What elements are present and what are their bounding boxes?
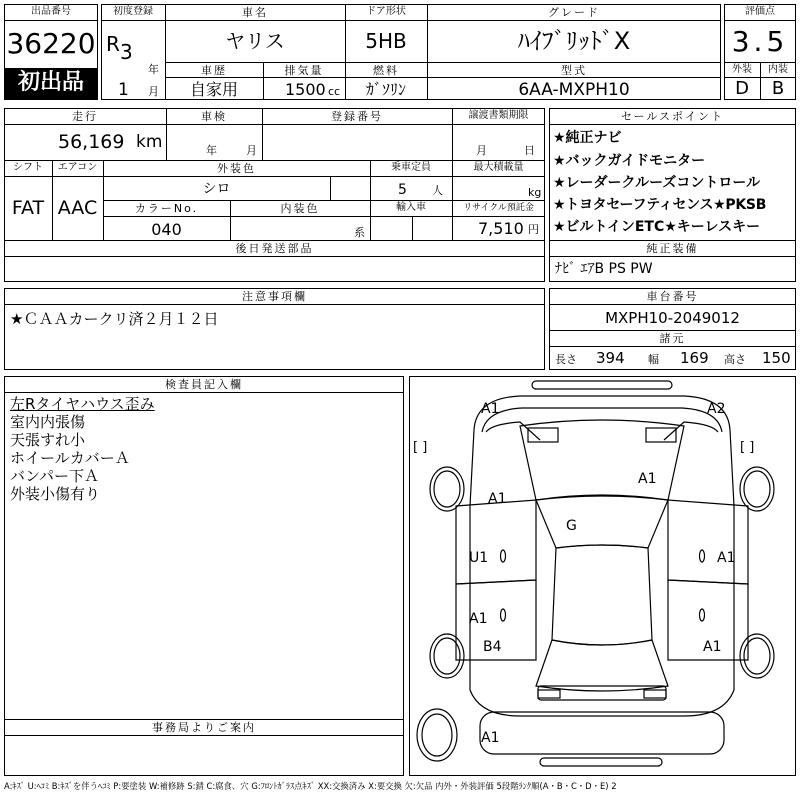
recycle: 7,510 — [478, 219, 524, 238]
mileage: 56,169 — [58, 131, 125, 153]
capacity-label: 乗車定員 — [391, 162, 431, 173]
office-label: 事務局よりご案内 — [152, 721, 256, 734]
door: 5HB — [365, 29, 407, 53]
model: 6AA-MXPH10 — [518, 80, 630, 100]
transfer-label: 譲渡書類期限 — [468, 110, 529, 121]
interior-label: 内装 — [768, 64, 788, 75]
length: 394 — [596, 349, 625, 367]
length-label: 長さ — [555, 353, 577, 366]
grade-label: グレード — [548, 6, 600, 19]
sales-item: ★純正ナビ — [553, 130, 622, 146]
notes-value: ★ＣＡＡカークリ済２月１２日 — [10, 310, 219, 328]
transfer-day-unit: 日 — [524, 144, 535, 157]
mark-rear-bumper: A1 — [481, 730, 500, 746]
ext-color: シロ — [202, 181, 231, 197]
inspector-line: ホイールカバーＡ — [10, 449, 130, 467]
notes-label: 注意事項欄 — [242, 290, 307, 303]
legend: A:ｷｽﾞ U:ﾍｺﾐ B:ｷｽﾞを伴うﾍｺﾐ P:要塗装 W:補修跡 S:錆 C:腐食、穴 G:ﾌﾛﾝﾄｶﾞﾗｽ点ｷｽﾞ XX:交換済み X:要交換 欠:欠品 内外・外装評価 5段階ﾗﾝｸ順(A・B・C・D・E) 2 — [4, 781, 617, 791]
mileage-label: 走行 — [72, 110, 98, 123]
score-label: 評価点 — [745, 6, 775, 17]
door-label: ドア形状 — [366, 6, 406, 17]
inspection-year-unit: 年 — [206, 144, 217, 157]
sales-item: ★バックガイドモニター — [553, 153, 706, 169]
inspector-line: 室内内張傷 — [10, 413, 86, 431]
model-label: 型式 — [561, 64, 587, 77]
fuel: ｶﾞｿﾘﾝ — [365, 80, 406, 99]
recycle-unit: 円 — [528, 223, 539, 236]
year-unit: 年 — [148, 63, 159, 76]
sales-item: ★ビルトインETC★キーレスキー — [553, 219, 761, 235]
lot-number: 36220 — [6, 27, 96, 60]
mileage-unit: km — [136, 132, 163, 152]
capacity: 5 — [398, 182, 407, 198]
mark-right-front-door: A1 — [717, 550, 736, 566]
fuel-label: 燃料 — [373, 64, 399, 77]
car-name: ヤリス — [225, 29, 285, 53]
int-color-unit: 系 — [354, 226, 365, 239]
inspector-label: 検査員記入欄 — [165, 378, 243, 391]
era: R — [106, 32, 120, 56]
mark-hood: A1 — [638, 471, 657, 487]
import-label: 輸入車 — [396, 202, 426, 213]
interior-score: B — [771, 78, 785, 99]
equipment-label: 純正装備 — [646, 242, 699, 255]
month: 1 — [118, 80, 129, 100]
inspector-line: バンパー下Ａ — [10, 467, 99, 485]
sales-item: ★トヨタセーフティセンス★PKSB — [553, 197, 767, 213]
exterior-label: 外装 — [732, 64, 752, 75]
mark-bracket-right: [ ] — [740, 440, 755, 455]
ac-label: エアコン — [57, 162, 98, 173]
registration-label: 登録番号 — [331, 110, 383, 123]
inspector-line: 左Rタイヤハウス歪み — [10, 395, 155, 413]
sales-item: ★レーダークルーズコントロール — [553, 175, 761, 191]
chassis-label: 車台番号 — [646, 290, 699, 303]
recycle-label: リサイクル預託金 — [463, 203, 534, 213]
transfer-month-unit: 月 — [476, 144, 487, 157]
mark-front-left: A1 — [481, 401, 500, 417]
mark-front-right: A2 — [707, 401, 726, 417]
era-year: 3 — [120, 40, 133, 64]
displacement-label: 排気量 — [284, 64, 324, 77]
history-label: 車歴 — [201, 64, 227, 77]
lot-label: 出品番号 — [31, 6, 71, 17]
inspection-month-unit: 月 — [246, 144, 257, 157]
inspector-line: 天張すれ小 — [10, 431, 86, 449]
equipment-value: ﾅﾋﾞ ｴｱB PS PW — [555, 261, 653, 277]
sales-label: セールスポイント — [620, 110, 724, 123]
height: 150 — [762, 349, 791, 367]
load-unit: kg — [528, 186, 542, 199]
width-label: 幅 — [648, 353, 659, 366]
mark-left-front-door: U1 — [469, 550, 489, 566]
mark-bracket-left: [ ] — [413, 440, 428, 455]
ext-color-label: 外装色 — [217, 162, 256, 175]
mark-left-rear: B4 — [483, 639, 502, 655]
inspection-label: 車検 — [201, 110, 227, 123]
month-unit: 月 — [148, 85, 159, 98]
score: 3.5 — [731, 25, 789, 58]
width: 169 — [680, 349, 709, 367]
int-color-label: 内装色 — [280, 202, 320, 215]
later-parts-label: 後日発送部品 — [235, 242, 314, 255]
mark-left-front: A1 — [488, 491, 507, 507]
shift: FAT — [11, 197, 45, 219]
exterior-score: D — [735, 78, 749, 99]
height-label: 高さ — [724, 353, 746, 366]
spec-label: 諸元 — [659, 332, 686, 345]
mark-left-rear-door: A1 — [469, 611, 488, 627]
car-name-label: 車名 — [242, 6, 268, 19]
chassis-number: MXPH10-2049012 — [605, 309, 740, 327]
history: 自家用 — [189, 80, 238, 99]
ac: AAC — [57, 197, 98, 219]
mark-right-rear: A1 — [703, 639, 722, 655]
inspector-line: 外装小傷有り — [10, 485, 101, 503]
mark-windshield: G — [566, 518, 577, 534]
capacity-unit: 人 — [432, 184, 443, 197]
color-no-label: カラーNo. — [134, 202, 199, 215]
load-label: 最大積載量 — [473, 162, 524, 173]
grade: ﾊｲﾌﾞﾘｯﾄﾞX — [517, 27, 631, 55]
first-listing-text: 初出品 — [17, 70, 84, 95]
displacement: 1500 — [285, 80, 326, 99]
color-no: 040 — [151, 220, 182, 239]
shift-label: シフト — [13, 162, 43, 173]
first-reg-label: 初度登録 — [113, 6, 153, 17]
displacement-unit: cc — [328, 85, 341, 98]
